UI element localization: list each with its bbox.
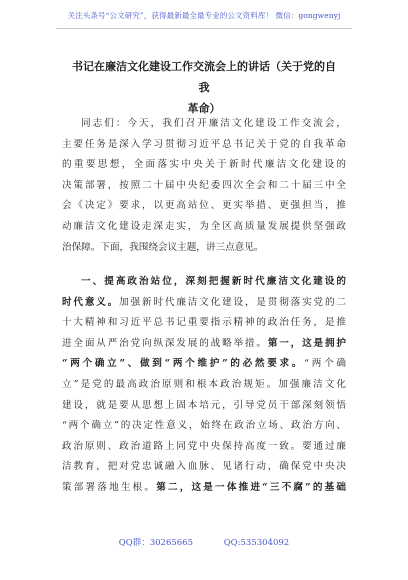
footer-qq-number: QQ:535304092 [223,538,290,548]
header-divider [56,28,352,29]
title-line-1: 书记在廉洁文化建设工作交流会上的讲话（关于党的自我 [72,60,336,94]
body-text: 进全面从严治党向纵深发展的战略举措。 [62,337,268,349]
body-line: 政治原则、政治道路上同党中央保持高度一致。要通过廉 [62,440,346,452]
body-line: 动廉洁文化建设走深走实，为全区高质量发展提供坚强政 [62,220,346,232]
footer-qq-group: QQ群：30265665 [118,538,193,548]
point-heading: “两个确立”、做到“两个维护”的必然要求。 [62,358,305,370]
section-heading-line: 一、提高政治站位，深刻把握新时代廉洁文化建设的 [81,276,346,287]
point-heading: 第二，这是一体推进“三不腐”的基础 [156,481,346,493]
body-line: 建设，就是要从思想上固本培元，引导党员干部深刻领悟 [62,399,346,411]
point-heading: 第一，这是拥护 [267,337,346,349]
title-line-2: 革命） [187,102,221,115]
body-text: “两个确 [304,358,346,370]
body-line: 立”是党的最高政治原则和根本政治规矩。加强廉洁文化 [62,378,346,390]
body-line [62,334,346,355]
footer-contact [0,536,408,548]
header-notice: 关注头条号“公文研究”，获得最新最全最专业的公文资料库！ 微信：gongwenyj [67,11,341,20]
body-line [62,293,346,314]
body-line: 十大精神和习近平总书记重要指示精神的政治任务，是推 [62,317,346,329]
body-line: 决策部署，按照二十届中央纪委四次全会和二十届三中全 [62,179,346,191]
paragraph-opening [62,114,346,258]
paragraph-section-one [62,272,346,499]
body-line: “两个确立”的决定性意义，始终在政治立场、政治方向、 [62,420,346,432]
body-line [62,354,346,375]
body-line: 主要任务是深入学习贯彻习近平总书记关于党的自我革命 [62,138,346,150]
body-text: 策部署落地生根。 [62,481,157,493]
body-line [62,478,346,499]
body-line: 治保障。下面，我围绕会议主题，讲三点意见。 [62,241,264,253]
body-line: 会《决定》要求，以更高站位、更实举措、更强担当，推 [62,200,346,212]
body-line: 同志们：今天，我们召开廉洁文化建设工作交流会， [81,118,346,129]
body-text: 加强新时代廉洁文化建设，是贯彻落实党的二 [119,296,346,308]
section-heading-tail: 时代意义。 [62,296,120,308]
body-line: 洁教育，把对党忠诚融入血脉、见诸行动，确保党中央决 [62,461,346,473]
body-line: 的重要思想，全面落实中央关于新时代廉洁文化建设的 [62,159,346,171]
document-title [70,56,338,119]
